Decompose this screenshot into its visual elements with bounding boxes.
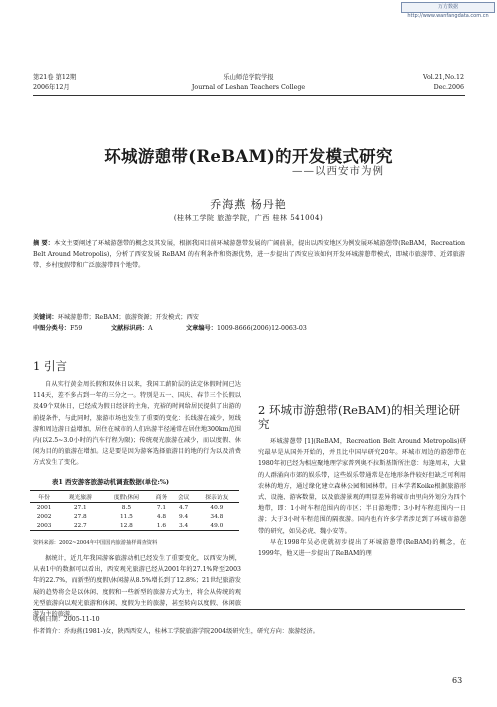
table-row [30,503,239,513]
abstract-label: 摘 要： [33,240,55,247]
table-cell: 22.7 [58,521,102,531]
keywords-line [33,313,199,324]
footnote-rule [33,609,465,610]
table-cell: 2001 [36,504,52,511]
table-header-cell: 年份 [30,491,58,503]
table-cell: 3.4 [173,521,195,531]
classification-line [33,324,82,335]
abstract-text: 本文主要阐述了环城游憩带的概念及其发展，根据我国目前环城游憩带发展的广阔前景，提出以西安地区为例发展环城游憩带(ReBAM，Recreation Belt Around Metropolis)，分析了西安发展 ReBAM 的有利条件和资源优势，进一步提出了西安应该如何开发环城游憩带模式，即城市旅游带、近郊旅游带、乡村度假带和广泛旅游带四个地带。 [33,240,465,269]
header-date-cn: 2006年12月 [33,84,70,91]
abstract-block [33,239,465,271]
table-cell: 27.8 [73,513,87,520]
paper-title: 环城游憩带(ReBAM)的开发模式研究 [104,147,393,166]
paper-authors: 乔海燕 杨丹艳 [210,198,287,211]
table-row [30,521,239,531]
table1-caption: 表1 西安游客旅游动机调查数据(单位:%) [52,478,170,486]
header-rule [33,95,465,96]
clc-value: F59 [70,325,83,332]
table-cell: 40.9 [210,504,224,511]
author-bio: 作者简介：乔海燕(1981-)女，陕西西安人，桂林工学院旅游学院2004级研究生，研究方向：旅游经济。 [33,628,319,635]
section1-heading: 1 引言 [33,359,67,373]
header-journal-cn: 乐山师范学院学报 [223,74,274,81]
table-cell: 7.1 [156,504,167,511]
article-no-label: 文章编号： [186,325,217,332]
section2-heading: 2 环城市游憩带(ReBAM)的相关理论研究 [258,403,460,431]
section2-para1: 环城游憩带 [1](ReBAM，Recreation Belt Around Metropolis)研究最早是从国外开始的，并且比中国早研究20年。环城市周边的游憩带在1980年初已经为相应聚地理学家普列奥不拉斯基斯所注意：每逢周末，大量的人群涌向市郊的娱乐带，这些娱乐带通常是在地形条件较好但缺乏可利用农林的地方，通过缘化建立森林公园和园林带。日本学者Koike根据旅游形式、设施、游客数量，以及旅游景观的明显差异将城市由里向外划分为四个地带，即：1小时车程范围内的市区；半日游地带；3小时车程范围内一日游；大于3小时车程范围的隔夜游。国内也有许多学者涉足到了环城市游憩带的研究，如吴必虎、魏小安等。 [258,438,466,535]
paper-affiliation: (桂林工学院 旅游学院，广西 桂林 541004) [173,214,324,222]
table-cell: 9.4 [179,513,189,520]
table-header-row [30,491,239,503]
header-volume-en: Vol.21,No.12 [423,74,464,81]
table-cell: 2003 [30,521,58,531]
table-cell: 2002 [36,513,52,520]
table-cell: 8.5 [121,504,132,511]
table-header-cell: 观光旅游 [58,491,102,503]
table-cell: 4.8 [156,513,167,520]
doc-code-line [111,324,153,335]
header-date-en: Dec.2006 [433,84,464,91]
table-cell: 49.0 [195,521,239,531]
clc-label: 中图分类号： [33,325,71,332]
table-header-cell: 商务 [150,491,172,503]
table-header-cell: 会议 [173,491,195,503]
section1-para1-wrap [33,379,241,469]
section2-para2: 早在1998年吴必虎就初步提出了环城游憩带(ReBAM)的概念，在1999年，他又进一步提出了ReBAM的理 [258,538,466,558]
table1-source: 资料来源：2002~2004年中国国内旅游抽样调查资料 [33,540,158,546]
section1-para2: 据统计，近几年我国游客旅游动机已经发生了重要变化，以西安为例，从表1中的数据可以看出，西安观光旅游已经从2001年的27.1%降至2003年的22.7%，而新型的度假\休闲游从8.5%增长到了12.8%；21世纪旅游发展的趋势将会是以休闲、度假和一些新型的旅游方式为主，将会从传统的观光型旅游向以观光旅游和休闲、度假为主的旅游，甚至转向以度假、休闲旅游为主的旅游。 [33,555,241,619]
keywords-text: 环城游憩带；ReBAM；旅游资源；开发模式；西安 [57,314,199,321]
doc-code-value: A [148,325,153,332]
watermark-badge: 万方数据 http://www.wanfangdata.com.cn [401,2,495,13]
header-volume-cn: 第21卷 第12期 [33,74,77,81]
table-row [30,512,239,521]
table1 [30,490,239,531]
article-no-line [186,324,307,335]
section2-body-wrap [258,436,466,559]
table-header-cell: 度假\休闲 [102,491,150,503]
page-number: 63 [452,676,463,685]
section1-para2-wrap [33,553,241,620]
table-cell: 1.6 [150,521,172,531]
table-cell: 4.7 [179,504,189,511]
table-cell: 27.1 [73,504,87,511]
header-journal-en: Journal of Leshan Teachers College [191,84,306,91]
doc-code-label: 文献标识码： [111,325,149,332]
table-cell: 12.8 [102,521,150,531]
table-cell: 11.5 [119,513,133,520]
table-cell: 34.8 [210,513,224,520]
keywords-label: 关键词： [33,314,58,321]
article-no-value: 1009-8666(2006)12-0063-03 [216,325,307,332]
received-date: 收稿日期：2005-11-10 [33,616,100,623]
section1-para1: 自从实行黄金周长假和双休日以来，我国工薪阶层的法定休假时间已达114天，差不多占到一年的三分之一。特别是五一、国庆、春节三个长假以及49个双休日，已经成为假日经济的主角，充裕的时间给居民提供了出游的前提条件，与此同时，旅游市场也发生了重要的变化：长线游在减少，短线游和周边游日益增加，居住在城市的人们出游半径通常在居住地300km范围内(以2.5~3.0小时的汽车行程为限)；传统观光旅游在减少，而以度假、休闲为目的的旅游在增加。这是要是因为游客选择旅游目的地的行为以及消费方式发生了变化。 [33,381,241,467]
paper-subtitle: ——以西安市为例 [292,165,384,177]
table-header-cell: 探亲访友 [195,491,239,503]
